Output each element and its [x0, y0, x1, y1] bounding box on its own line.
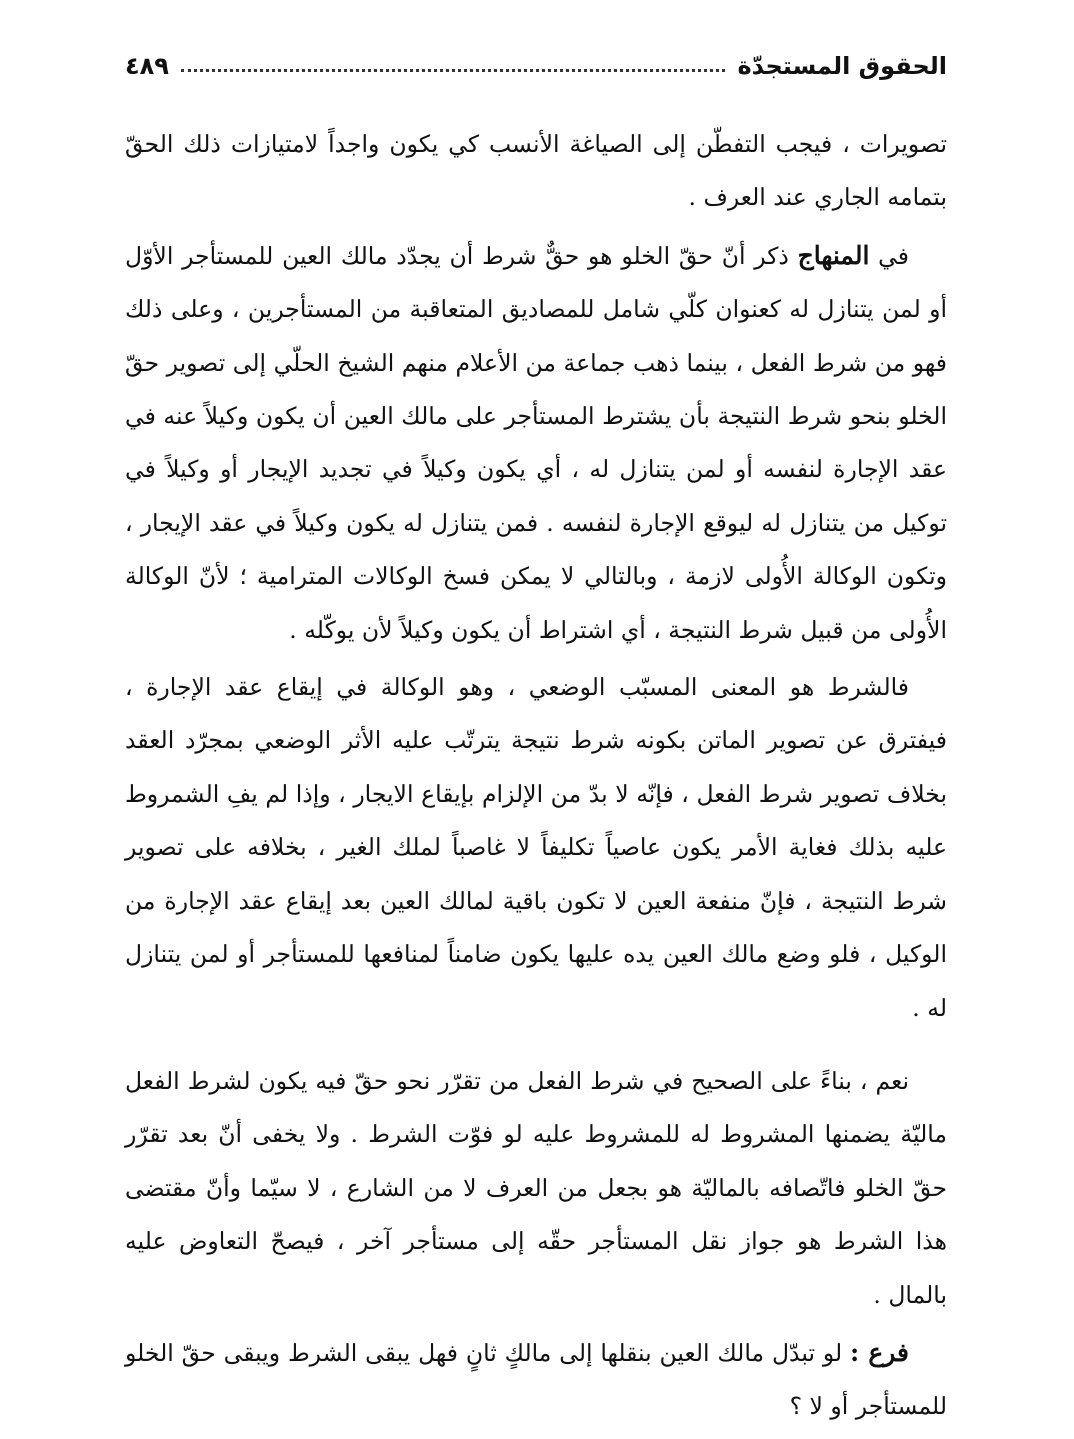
paragraph-1 — [125, 118, 947, 225]
page-number: ٤٨٩ — [125, 52, 169, 80]
paragraph-5-bold-term: فرع : — [850, 1337, 909, 1367]
header-title: الحقوق المستجدّة — [737, 52, 947, 80]
paragraph-2-text: ذكر أنّ حقّ الخلو هو حقٌّ شرط أن يجدّد مالك العين للمستأجر الأوّل أو لمن يتنازل له كعنوان كلّي شامل للمصاديق المتعاقبة من المستأجرين ، وعلى ذلك فهو من شرط الفعل ، بينما ذهب جماعة من الأعلام منهم الشيخ الحلّي إلى تصوير حقّ الخلو بنحو شرط النتيجة بأن يشترط المستأجر على مالك العين أن يكون وكيلاً عنه في عقد الإجارة لنفسه أو لمن يتنازل له ، أي يكون وكيلاً في تجديد الإيجار أو وكيلاً في توكيل من يتنازل له ليوقع الإجارة لنفسه . فمن يتنازل له يكون وكيلاً في عقد الإيجار ، وتكون الوكالة الأُولى لازمة ، وبالتالي لا يمكن فسخ الوكالات المترامية ؛ لأنّ الوكالة الأُولى من قبيل شرط النتيجة ، أي اشتراط أن يكون وكيلاً لأن يوكّله . — [125, 241, 947, 644]
running-header — [125, 40, 947, 80]
paragraph-3-text: فالشرط هو المعنى المسبّب الوضعي ، وهو الوكالة في إيقاع عقد الإجارة ، فيفترق عن تصوير الماتن بكونه شرط نتيجة يترتّب عليه الأثر الوضعي بمجرّد العقد بخلاف تصوير شرط الفعل ، فإنّه لا بدّ من الإلزام بإيقاع الايجار ، وإذا لم يفِ الشمروط عليه بذلك فغاية الأمر يكون عاصياً تكليفاً لا غاصباً لملك الغير ، بخلافه على تصوير شرط النتيجة ، فإنّ منفعة العين لا تكون باقية لمالك العين بعد إيقاع عقد الإجارة من الوكيل ، فلو وضع مالك العين يده عليها يكون ضامناً لمنافعها للمستأجر أو لمن يتنازل له . — [125, 673, 947, 1022]
paragraph-2-prefix: في — [869, 241, 909, 270]
document-page — [125, 40, 947, 1434]
paragraph-5 — [125, 1326, 947, 1434]
header-dotted-leader — [181, 69, 726, 72]
paragraph-5-text: لو تبدّل مالك العين بنقلها إلى مالكٍ ثانٍ فهل يبقى الشرط ويبقى حقّ الخلو للمستأجر أو لا ؟ — [125, 1338, 947, 1421]
paragraph-3 — [125, 661, 947, 1035]
paragraph-4-text: نعم ، بناءً على الصحيح في شرط الفعل من تقرّر نحو حقّ فيه يكون لشرط الفعل ماليّة يضمنها المشروط له للمشروط عليه لو فوّت الشرط . ولا يخفى أنّ بعد تقرّر حقّ الخلو فاتّصافه بالماليّة هو بجعل من العرف لا من الشارع ، لا سيّما وأنّ مقتضى هذا الشرط هو جواز نقل المستأجر حقّه إلى مستأجر آخر ، فيصحّ التعاوض عليه بالمال . — [125, 1066, 947, 1309]
body-text — [125, 118, 947, 1434]
paragraph-4 — [125, 1055, 947, 1322]
paragraph-2 — [125, 229, 947, 657]
paragraph-2-bold-term: المنهاج — [797, 240, 870, 270]
paragraph-1-text: تصويرات ، فيجب التفطّن إلى الصياغة الأنسب كي يكون واجداً لامتيازات ذلك الحقّ بتمامه الجاري عند العرف . — [125, 130, 947, 212]
